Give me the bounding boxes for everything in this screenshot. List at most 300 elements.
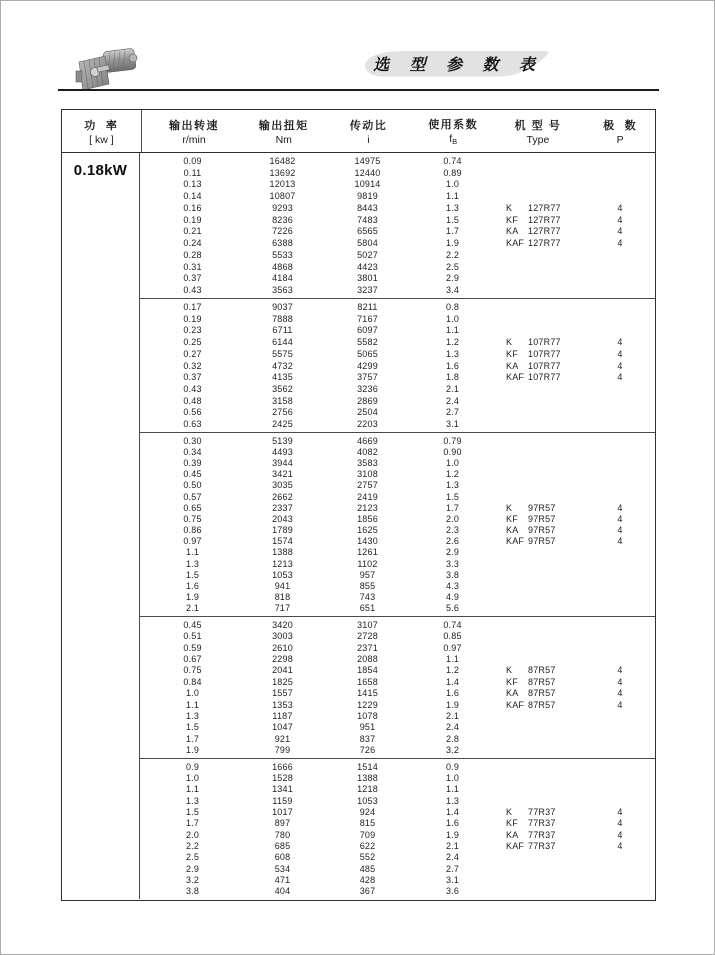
cell-output-torque: 1666 — [272, 761, 293, 772]
model-prefix: KF — [506, 818, 518, 829]
model-prefix: K — [506, 502, 513, 513]
model-code: 87R57 — [528, 688, 556, 699]
cell-service-factor: 5.6 — [445, 603, 460, 614]
cell-output-speed: 0.25 — [183, 337, 202, 348]
header-ratio-unit: i — [367, 133, 370, 146]
header-power-title: 功 率 — [84, 119, 119, 132]
cell-output-speed: 0.45 — [183, 469, 202, 480]
cell-poles: 4 — [617, 688, 623, 699]
header-model-unit: Type — [526, 133, 550, 146]
model-prefix: KA — [506, 688, 519, 699]
cell-model-type — [490, 514, 585, 524]
model-code: 127R77 — [528, 202, 561, 213]
cell-service-factor: 3.1 — [445, 874, 460, 885]
table-row — [140, 569, 655, 580]
cell-ratio: 485 — [359, 863, 376, 874]
cell-output-torque: 1017 — [272, 807, 293, 817]
cell-output-torque: 2756 — [272, 407, 293, 418]
cell-output-torque: 1528 — [272, 773, 293, 784]
cell-output-speed: 0.9 — [185, 761, 200, 772]
cell-poles: 4 — [617, 513, 623, 524]
cell-poles: 4 — [617, 360, 623, 371]
header-model-title: 机 型 号 — [514, 119, 562, 132]
cell-service-factor: 1.0 — [445, 313, 460, 324]
cell-ratio: 1053 — [357, 795, 378, 806]
cell-service-factor: 1.3 — [445, 480, 460, 491]
cell-ratio: 1854 — [357, 665, 378, 676]
header-torque-unit: Nm — [275, 133, 292, 146]
cell-service-factor: 2.9 — [445, 547, 460, 558]
cell-output-speed: 0.13 — [183, 179, 202, 190]
cell-output-speed: 0.32 — [183, 360, 202, 371]
table-header-row — [62, 110, 655, 153]
header-fb-title: 使用系数 — [428, 119, 479, 131]
model-code: 127R77 — [528, 238, 561, 249]
cell-output-torque: 4732 — [272, 360, 293, 371]
table-row — [140, 536, 655, 547]
table-row — [140, 261, 655, 273]
cell-poles: 4 — [617, 525, 623, 536]
cell-poles: 4 — [617, 665, 623, 676]
model-code: 107R77 — [528, 348, 561, 359]
cell-poles: 4 — [617, 818, 623, 829]
cell-output-speed: 0.63 — [183, 419, 202, 430]
cell-model-type — [490, 665, 585, 675]
cell-output-speed: 0.45 — [183, 619, 202, 630]
header-power-unit: [ kw ] — [89, 133, 114, 146]
cell-output-torque: 9293 — [272, 202, 293, 213]
cell-model-type — [490, 372, 585, 382]
table-row — [140, 642, 655, 653]
cell-output-speed: 0.50 — [183, 480, 202, 491]
cell-model-type — [490, 536, 585, 546]
cell-output-speed: 0.43 — [183, 383, 202, 394]
cell-ratio: 9819 — [357, 191, 378, 202]
cell-ratio: 5804 — [357, 238, 378, 249]
cell-service-factor: 1.4 — [445, 676, 460, 687]
model-prefix: KF — [506, 348, 518, 359]
table-row — [140, 301, 655, 313]
table-row — [140, 237, 655, 249]
cell-ratio: 2419 — [357, 491, 378, 502]
cell-poles: 4 — [617, 238, 623, 249]
cell-output-speed: 2.1 — [185, 603, 200, 614]
cell-output-speed: 0.23 — [183, 325, 202, 336]
cell-poles: 4 — [617, 214, 623, 225]
cell-service-factor: 3.1 — [445, 419, 460, 430]
cell-ratio: 1430 — [357, 536, 378, 547]
cell-service-factor: 2.1 — [445, 711, 460, 722]
header-ratio — [321, 110, 416, 152]
cell-service-factor: 2.8 — [445, 733, 460, 744]
cell-ratio: 2504 — [357, 407, 378, 418]
cell-output-speed: 1.9 — [185, 745, 200, 756]
table-row — [140, 784, 655, 795]
model-code: 77R37 — [528, 807, 556, 817]
cell-ratio: 6097 — [357, 325, 378, 336]
cell-ratio: 3236 — [357, 383, 378, 394]
header-poles-unit: P — [616, 133, 624, 146]
cell-output-torque: 13692 — [269, 167, 296, 178]
cell-output-torque: 3035 — [272, 480, 293, 491]
header-model — [491, 110, 586, 152]
cell-service-factor: 1.1 — [445, 325, 460, 336]
cell-service-factor: 3.8 — [445, 569, 460, 580]
cell-service-factor: 2.4 — [445, 722, 460, 733]
cell-output-speed: 0.97 — [183, 536, 202, 547]
cell-output-torque: 608 — [274, 852, 291, 863]
cell-service-factor: 1.7 — [445, 226, 460, 237]
model-code: 107R77 — [528, 337, 561, 348]
table-row — [140, 580, 655, 591]
cell-output-speed: 0.65 — [183, 502, 202, 513]
cell-output-speed: 2.0 — [185, 829, 200, 840]
model-prefix: KF — [506, 676, 518, 687]
cell-poles: 4 — [617, 829, 623, 840]
table-row — [140, 513, 655, 524]
cell-poles: 4 — [617, 699, 623, 710]
model-prefix: KA — [506, 829, 519, 840]
cell-output-speed: 0.37 — [183, 273, 202, 284]
cell-output-torque: 10807 — [269, 191, 296, 202]
table-row — [140, 699, 655, 710]
power-rating: 0.18kW — [73, 162, 128, 179]
cell-ratio: 1078 — [357, 711, 378, 722]
cell-service-factor: 0.90 — [443, 446, 462, 457]
cell-output-speed: 3.8 — [185, 886, 200, 897]
cell-output-speed: 0.48 — [183, 395, 202, 406]
model-code: 97R57 — [528, 502, 556, 513]
cell-model-type — [490, 841, 585, 851]
table-row — [140, 273, 655, 285]
cell-service-factor: 1.3 — [445, 202, 460, 213]
model-code: 127R77 — [528, 226, 561, 237]
cell-output-speed: 2.9 — [185, 863, 200, 874]
power-column — [62, 153, 140, 899]
cell-model-type — [490, 818, 585, 828]
cell-output-speed: 1.7 — [185, 818, 200, 829]
cell-ratio: 1856 — [357, 513, 378, 524]
cell-output-torque: 2043 — [272, 513, 293, 524]
cell-model-type — [490, 503, 585, 513]
cell-model-type — [490, 337, 585, 347]
table-row — [140, 840, 655, 851]
cell-ratio: 1261 — [357, 547, 378, 558]
table-row — [140, 214, 655, 226]
cell-output-torque: 3421 — [272, 469, 293, 480]
cell-service-factor: 0.8 — [445, 301, 460, 312]
ratio-block-97R57 — [140, 432, 655, 616]
model-code: 77R37 — [528, 829, 556, 840]
cell-ratio: 367 — [359, 886, 376, 897]
cell-output-speed: 1.1 — [185, 699, 200, 710]
cell-model-type — [490, 688, 585, 698]
cell-ratio: 855 — [359, 581, 376, 592]
cell-poles: 4 — [617, 226, 623, 237]
model-code: 87R57 — [528, 665, 556, 676]
cell-output-torque: 534 — [274, 863, 291, 874]
cell-ratio: 3757 — [357, 372, 378, 383]
cell-output-speed: 1.3 — [185, 711, 200, 722]
cell-output-speed: 1.9 — [185, 592, 200, 603]
cell-service-factor: 2.3 — [445, 525, 460, 536]
cell-output-torque: 685 — [274, 840, 291, 851]
header-poles-title: 极 数 — [603, 119, 638, 132]
cell-ratio: 12440 — [354, 167, 381, 178]
cell-service-factor: 1.2 — [445, 337, 460, 348]
cell-ratio: 726 — [359, 745, 376, 756]
ratio-block-87R57 — [140, 616, 655, 758]
table-row — [140, 525, 655, 536]
cell-output-speed: 0.19 — [183, 214, 202, 225]
table-row — [140, 772, 655, 783]
header-poles — [585, 110, 655, 152]
cell-ratio: 8443 — [357, 202, 378, 213]
cell-output-speed: 1.5 — [185, 569, 200, 580]
cell-output-torque: 3003 — [272, 631, 293, 642]
cell-service-factor: 1.0 — [445, 773, 460, 784]
cell-output-speed: 0.30 — [183, 435, 202, 446]
cell-ratio: 3583 — [357, 457, 378, 468]
cell-output-speed: 1.0 — [185, 688, 200, 699]
cell-output-torque: 780 — [274, 829, 291, 840]
cell-service-factor: 3.6 — [445, 886, 460, 897]
cell-service-factor: 2.2 — [445, 249, 460, 260]
table-row — [140, 547, 655, 558]
cell-service-factor: 0.97 — [443, 642, 462, 653]
cell-ratio: 709 — [359, 829, 376, 840]
cell-service-factor: 1.5 — [445, 214, 460, 225]
header-rule — [58, 89, 659, 91]
cell-service-factor: 2.4 — [445, 395, 460, 406]
cell-output-torque: 1053 — [272, 569, 293, 580]
cell-output-torque: 3158 — [272, 395, 293, 406]
table-row — [140, 852, 655, 863]
cell-output-speed: 0.11 — [183, 167, 202, 178]
cell-output-torque: 1341 — [272, 784, 293, 795]
cell-ratio: 622 — [359, 840, 376, 851]
cell-output-speed: 0.19 — [183, 313, 202, 324]
table-row — [140, 383, 655, 395]
model-prefix: KAF — [506, 699, 525, 710]
cell-output-speed: 0.75 — [183, 513, 202, 524]
cell-ratio: 1229 — [357, 699, 378, 710]
header-speed-title: 输出转速 — [169, 119, 220, 132]
cell-service-factor: 1.8 — [445, 372, 460, 383]
cell-service-factor: 2.7 — [445, 407, 460, 418]
table-body-blocks — [140, 153, 655, 899]
cell-service-factor: 1.9 — [445, 238, 460, 249]
cell-output-torque: 2337 — [272, 502, 293, 513]
cell-output-torque: 2662 — [272, 491, 293, 502]
table-row — [140, 249, 655, 261]
cell-ratio: 5027 — [357, 249, 378, 260]
cell-ratio: 5582 — [357, 337, 378, 348]
cell-service-factor: 1.6 — [445, 818, 460, 829]
cell-output-torque: 8236 — [272, 214, 293, 225]
cell-ratio: 2728 — [357, 631, 378, 642]
cell-service-factor: 2.4 — [445, 852, 460, 863]
cell-output-speed: 0.37 — [183, 372, 202, 383]
cell-output-torque: 3563 — [272, 285, 293, 296]
cell-service-factor: 1.1 — [445, 191, 460, 202]
cell-ratio: 815 — [359, 818, 376, 829]
cell-output-torque: 4868 — [272, 261, 293, 272]
cell-output-torque: 1825 — [272, 676, 293, 687]
cell-ratio: 1658 — [357, 676, 378, 687]
cell-output-torque: 7888 — [272, 313, 293, 324]
cell-service-factor: 3.3 — [445, 558, 460, 569]
cell-service-factor: 2.1 — [445, 383, 460, 394]
cell-output-torque: 12013 — [269, 179, 296, 190]
table-row — [140, 167, 655, 179]
cell-output-speed: 2.5 — [185, 852, 200, 863]
cell-output-torque: 1574 — [272, 536, 293, 547]
cell-output-torque: 2298 — [272, 653, 293, 664]
cell-service-factor: 0.79 — [443, 435, 462, 446]
cell-output-speed: 1.3 — [185, 558, 200, 569]
cell-ratio: 552 — [359, 852, 376, 863]
cell-poles: 4 — [617, 536, 623, 547]
cell-ratio: 428 — [359, 874, 376, 885]
cell-model-type — [490, 830, 585, 840]
cell-output-speed: 0.09 — [183, 155, 202, 166]
cell-output-torque: 4135 — [272, 372, 293, 383]
cell-output-speed: 0.86 — [183, 525, 202, 536]
title-banner — [358, 49, 552, 78]
cell-output-speed: 1.1 — [185, 784, 200, 795]
model-code: 77R37 — [528, 818, 556, 829]
header-ratio-title: 传动比 — [349, 119, 388, 132]
table-row — [140, 491, 655, 502]
cell-ratio: 3237 — [357, 285, 378, 296]
cell-output-torque: 6388 — [272, 238, 293, 249]
cell-ratio: 10914 — [354, 179, 381, 190]
cell-ratio: 2371 — [357, 642, 378, 653]
cell-output-torque: 717 — [274, 603, 291, 614]
cell-output-torque: 2041 — [272, 665, 293, 676]
cell-ratio: 951 — [359, 722, 376, 733]
gearmotor-image — [75, 46, 139, 92]
cell-output-speed: 0.67 — [183, 653, 202, 664]
cell-model-type — [490, 525, 585, 535]
model-code: 107R77 — [528, 360, 561, 371]
cell-output-speed: 1.7 — [185, 733, 200, 744]
table-row — [140, 435, 655, 446]
cell-poles: 4 — [617, 372, 623, 383]
cell-ratio: 837 — [359, 733, 376, 744]
table-row — [140, 829, 655, 840]
cell-model-type — [490, 700, 585, 710]
table-row — [140, 761, 655, 772]
cell-service-factor: 2.5 — [445, 261, 460, 272]
cell-output-torque: 5575 — [272, 348, 293, 359]
table-row — [140, 733, 655, 744]
cell-output-speed: 0.84 — [183, 676, 202, 687]
cell-output-speed: 1.3 — [185, 795, 200, 806]
cell-output-speed: 0.43 — [183, 285, 202, 296]
table-row — [140, 418, 655, 430]
cell-ratio: 6565 — [357, 226, 378, 237]
cell-output-speed: 0.57 — [183, 491, 202, 502]
cell-ratio: 1514 — [357, 761, 378, 772]
cell-output-torque: 941 — [274, 581, 291, 592]
table-row — [140, 665, 655, 676]
cell-poles: 4 — [617, 348, 623, 359]
model-prefix: K — [506, 807, 513, 817]
cell-service-factor: 1.1 — [445, 653, 460, 664]
cell-ratio: 651 — [359, 603, 376, 614]
table-row — [140, 863, 655, 874]
ratio-block-77R37 — [140, 758, 655, 899]
cell-ratio: 1415 — [357, 688, 378, 699]
cell-model-type — [490, 203, 585, 213]
cell-output-torque: 9037 — [272, 301, 293, 312]
model-code: 77R37 — [528, 840, 556, 851]
model-code: 107R77 — [528, 372, 561, 383]
cell-model-type — [490, 807, 585, 817]
header-torque-title: 输出扭矩 — [258, 119, 309, 132]
cell-ratio: 5065 — [357, 348, 378, 359]
model-prefix: K — [506, 202, 513, 213]
cell-service-factor: 0.85 — [443, 631, 462, 642]
cell-output-speed: 1.5 — [185, 722, 200, 733]
cell-output-torque: 4493 — [272, 446, 293, 457]
cell-ratio: 8211 — [357, 301, 378, 312]
cell-output-speed: 0.14 — [183, 191, 202, 202]
cell-output-speed: 0.75 — [183, 665, 202, 676]
cell-ratio: 7167 — [357, 313, 378, 324]
cell-poles: 4 — [617, 202, 623, 213]
table-row — [140, 407, 655, 419]
table-row — [140, 722, 655, 733]
page-title: 选 型 参 数 表 — [373, 57, 543, 74]
cell-service-factor: 2.6 — [445, 536, 460, 547]
table-row — [140, 324, 655, 336]
model-prefix: K — [506, 337, 513, 348]
cell-output-torque: 1213 — [272, 558, 293, 569]
header-fb-unit: $f_B$ — [449, 133, 458, 146]
cell-output-torque: 1187 — [272, 711, 293, 722]
cell-output-speed: 0.51 — [183, 631, 202, 642]
table-row — [140, 313, 655, 325]
cell-service-factor: 1.3 — [445, 795, 460, 806]
cell-service-factor: 2.1 — [445, 840, 460, 851]
cell-service-factor: 1.9 — [445, 829, 460, 840]
table-row — [140, 360, 655, 372]
model-code: 87R57 — [528, 676, 556, 687]
model-prefix: KA — [506, 226, 519, 237]
cell-service-factor: 1.2 — [445, 469, 460, 480]
model-prefix: KF — [506, 513, 518, 524]
cell-output-torque: 7226 — [272, 226, 293, 237]
cell-output-speed: 0.24 — [183, 238, 202, 249]
model-code: 127R77 — [528, 214, 561, 225]
cell-ratio: 1218 — [357, 784, 378, 795]
header-output-speed — [142, 110, 247, 152]
cell-output-torque: 2425 — [272, 419, 293, 430]
cell-output-speed: 0.59 — [183, 642, 202, 653]
cell-poles: 4 — [617, 337, 623, 348]
cell-output-speed: 3.2 — [185, 874, 200, 885]
cell-poles: 4 — [617, 676, 623, 687]
table-row — [140, 469, 655, 480]
model-prefix: K — [506, 665, 513, 676]
table-row — [140, 348, 655, 360]
cell-ratio: 4082 — [357, 446, 378, 457]
cell-output-torque: 404 — [274, 886, 291, 897]
table-row — [140, 284, 655, 296]
